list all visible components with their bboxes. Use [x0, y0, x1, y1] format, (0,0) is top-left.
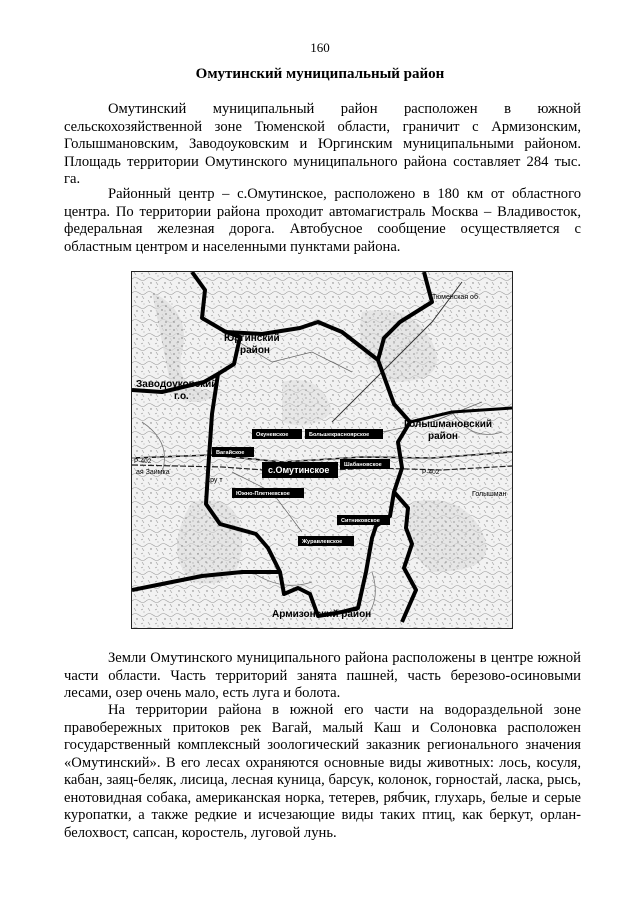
settlement-vagayskoe: Вагайское: [216, 450, 245, 456]
settlement-sitnikovskoe: Ситниковское: [341, 518, 380, 524]
district-map: [131, 271, 513, 629]
page-number: 160: [310, 40, 330, 55]
road-label-west: Р-402: [134, 458, 152, 465]
paragraph-intro: Омутинский муниципальный район расположен в южной сельскохозяйственной зоне Тюменской области, граничит с Армизонским, Голышмановским, Заводоуковским и Юргинским муниципальными районом. Площадь территории Омутинского муниципального района составляет 284 тыс. га.: [64, 101, 581, 187]
settlement-omutinskoe: с.Омутинское: [268, 465, 330, 475]
settlement-yuzhno-plettnevskoe: Южно-Плетневское: [236, 491, 290, 497]
paragraph-lands: Земли Омутинского муниципального района расположены в центре южной части области. Часть территорий занята пашней, часть березово-осиновыми лесами, озер очень мало, есть луга и болота.: [64, 650, 581, 701]
region-label-yurginsky: Юргинский: [224, 333, 280, 344]
region-label-yurginsky-suffix: район: [240, 345, 270, 356]
settlement-shabanovskoe: Шабановское: [344, 462, 382, 468]
paragraph-reserve: На территории района в южной его части на водораздельной зоне правобережных притоков рек Вагай, малый Каш и Солоновка расположен государственный комплексный зоологический заказник регионального значения «Омутинский». В его лесах охраняются основные виды животных: лось, косуля, кабан, заяц-беляк, лисица, лесная куница, барсук, колонок, горностай, ласка, рысь, енотовидная собака, американская норка, тетерев, рябчик, глухарь, белые и серые куропатки, а также редкие и исчезающие виды таких птиц, как беркут, орлан-белохвост, сапсан, коростель, луговой лунь.: [64, 702, 581, 841]
region-label-armizonsky: Армизонский район: [272, 609, 372, 620]
region-label-golyshmanovsky: Голышмановский: [404, 419, 492, 430]
corner-label-tyumenskaya: Тюменская об: [432, 294, 478, 301]
road-label-east: Р-402: [422, 469, 440, 476]
paragraph-center: Районный центр – с.Омутинское, расположено в 180 км от областного центра. По территории района проходит автомагистраль Москва – Владивосток, федеральная железная дорога. Автобусное сообщение осуществляется с областным центром и населенными пунктами района.: [64, 186, 581, 255]
corner-label-krutaya: Кру т: [206, 477, 223, 484]
page-title: Омутинский муниципальный район: [195, 66, 445, 82]
corner-label-zaimka: ая Заимка: [136, 469, 170, 476]
region-label-zavodoukovsky: Заводоуковский: [136, 379, 218, 390]
region-label-golyshmanovsky-suffix: район: [428, 431, 458, 442]
settlement-okunevskoe: Окуневское: [256, 432, 289, 438]
settlement-zhuravlevskoe: Журавлевское: [302, 539, 343, 545]
region-label-zavodoukovsky-suffix: г.о.: [174, 391, 189, 402]
settlement-bolshekrasnoyarskoe: Большекрасноярское: [309, 432, 370, 438]
corner-label-golyshmanovo: Голышман: [472, 491, 507, 498]
